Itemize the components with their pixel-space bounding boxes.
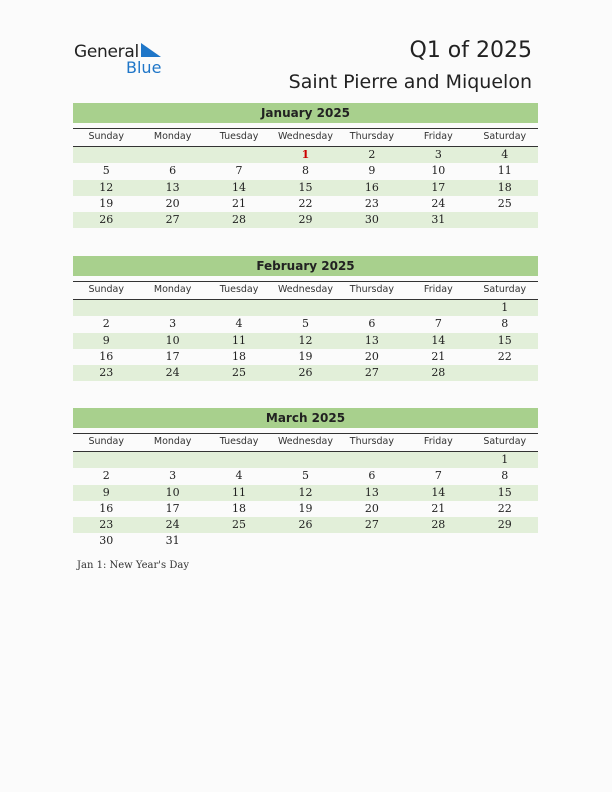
day-cell: 20: [364, 349, 379, 363]
day-cell: 23: [364, 196, 379, 210]
logo-text-general: General: [74, 42, 139, 62]
day-cell: [272, 452, 338, 468]
week-row: [73, 533, 538, 549]
weekday-label: Saturday: [483, 436, 527, 447]
day-cell: 6: [368, 469, 376, 483]
day-cell: 4: [235, 469, 243, 483]
day-cell: 12: [99, 180, 114, 194]
day-cell: [405, 452, 471, 468]
weekday-label: Sunday: [88, 131, 124, 142]
day-cell: 8: [501, 317, 509, 331]
day-cell: 17: [165, 501, 180, 515]
weekday-label: Saturday: [483, 131, 527, 142]
day-cell: [73, 452, 139, 468]
weekday-label: Wednesday: [277, 436, 333, 447]
day-cell: 10: [165, 333, 180, 347]
day-cell: 6: [368, 317, 376, 331]
day-cell: [73, 300, 139, 316]
week-row: [73, 196, 538, 212]
day-cell: 7: [434, 317, 442, 331]
day-cell: [272, 533, 338, 549]
day-cell: [405, 300, 471, 316]
day-cell: 10: [431, 164, 446, 178]
day-cell: 3: [169, 317, 177, 331]
day-cell: [206, 300, 272, 316]
holiday-notes: [77, 560, 189, 571]
weekday-label: Wednesday: [277, 284, 333, 295]
week-row: [73, 180, 538, 196]
day-cell: 26: [298, 518, 313, 532]
weekday-label: Monday: [153, 131, 192, 142]
day-cell: [339, 452, 405, 468]
day-cell: 2: [368, 148, 376, 161]
day-cell: 4: [501, 148, 509, 161]
weekday-label: Tuesday: [219, 284, 259, 295]
weekday-label: Friday: [423, 131, 453, 142]
month-title: February 2025: [73, 256, 538, 276]
day-cell: 31: [165, 534, 180, 548]
page-subtitle: Saint Pierre and Miquelon: [288, 71, 532, 93]
day-cell: 17: [165, 349, 180, 363]
day-cell: 5: [102, 164, 110, 178]
week-row: [73, 147, 538, 163]
week-row: [73, 365, 538, 381]
week-row: [73, 300, 538, 316]
day-cell: 8: [501, 469, 509, 483]
day-cell: 7: [235, 164, 243, 178]
day-cell: 19: [298, 349, 313, 363]
day-cell: 14: [431, 485, 446, 499]
day-cell: 13: [364, 333, 379, 347]
day-cell: 20: [165, 196, 180, 210]
day-cell: 25: [232, 366, 247, 380]
day-cell: [405, 533, 471, 549]
week-row: [73, 501, 538, 517]
day-cell: 27: [165, 213, 180, 227]
day-cell: [73, 147, 139, 163]
weekday-label: Monday: [153, 436, 192, 447]
day-cell: [339, 533, 405, 549]
day-cell: 19: [99, 196, 114, 210]
day-cell: [472, 365, 538, 381]
weekday-label: Tuesday: [219, 131, 259, 142]
weekday-label: Thursday: [349, 436, 394, 447]
day-cell: [339, 300, 405, 316]
weekday-label: Friday: [423, 284, 453, 295]
day-cell: 21: [431, 501, 446, 515]
weekday-header-row: [73, 128, 538, 147]
day-cell: 7: [434, 469, 442, 483]
day-cell: 10: [165, 485, 180, 499]
day-cell: 26: [99, 213, 114, 227]
week-row: [73, 468, 538, 484]
day-cell: 18: [232, 501, 247, 515]
day-cell: 21: [431, 349, 446, 363]
day-cell: [272, 300, 338, 316]
day-cell: 21: [232, 196, 247, 210]
day-cell: 17: [431, 180, 446, 194]
day-cell: 11: [232, 485, 247, 499]
weekday-label: Saturday: [483, 284, 527, 295]
day-cell: [139, 300, 205, 316]
day-cell: 22: [497, 349, 512, 363]
day-cell: 13: [165, 180, 180, 194]
weekday-label: Wednesday: [277, 131, 333, 142]
month-calendar: [73, 256, 538, 381]
logo-text-blue: Blue: [126, 58, 162, 77]
day-cell: [206, 533, 272, 549]
day-cell: 5: [301, 317, 309, 331]
holiday-note: Jan 1: New Year's Day: [77, 560, 189, 571]
weekday-header-row: [73, 281, 538, 300]
week-row: [73, 163, 538, 179]
day-cell: 24: [165, 518, 180, 532]
day-cell: 11: [497, 164, 512, 178]
day-cell: [139, 147, 205, 163]
weekday-label: Friday: [423, 436, 453, 447]
day-cell: 29: [497, 518, 512, 532]
day-cell: 14: [232, 180, 247, 194]
day-cell: 4: [235, 317, 243, 331]
day-cell: [472, 533, 538, 549]
month-calendar: [73, 408, 538, 550]
week-row: [73, 316, 538, 332]
day-cell: [472, 212, 538, 228]
day-cell: 24: [165, 366, 180, 380]
week-row: [73, 212, 538, 228]
day-cell: 2: [102, 317, 110, 331]
day-cell: 25: [232, 518, 247, 532]
day-cell: 19: [298, 501, 313, 515]
holiday-day-cell: 1: [301, 148, 310, 161]
day-cell: 27: [364, 366, 379, 380]
page-title: Q1 of 2025: [409, 38, 532, 63]
day-cell: 25: [497, 196, 512, 210]
day-cell: 22: [497, 501, 512, 515]
day-cell: 31: [431, 213, 446, 227]
day-cell: 29: [298, 213, 313, 227]
day-cell: 5: [301, 469, 309, 483]
weekday-label: Monday: [153, 284, 192, 295]
day-cell: [206, 452, 272, 468]
week-row: [73, 333, 538, 349]
day-cell: 11: [232, 333, 247, 347]
day-cell: 30: [99, 534, 114, 548]
day-cell: 6: [169, 164, 177, 178]
day-cell: 16: [99, 501, 114, 515]
day-cell: 12: [298, 333, 313, 347]
day-cell: 1: [501, 453, 509, 466]
day-cell: 9: [102, 333, 110, 347]
week-row: [73, 452, 538, 468]
day-cell: 28: [232, 213, 247, 227]
day-cell: 18: [497, 180, 512, 194]
day-cell: 28: [431, 518, 446, 532]
day-cell: 15: [497, 485, 512, 499]
generalblue-logo: [74, 42, 174, 78]
day-cell: 30: [364, 213, 379, 227]
weekday-label: Thursday: [349, 131, 394, 142]
day-cell: 23: [99, 366, 114, 380]
day-cell: 16: [364, 180, 379, 194]
day-cell: [206, 147, 272, 163]
day-cell: [139, 452, 205, 468]
day-cell: 27: [364, 518, 379, 532]
day-cell: 18: [232, 349, 247, 363]
day-cell: 12: [298, 485, 313, 499]
weekday-label: Tuesday: [219, 436, 259, 447]
day-cell: 15: [497, 333, 512, 347]
day-cell: 14: [431, 333, 446, 347]
day-cell: 8: [301, 164, 309, 178]
day-cell: 3: [434, 148, 442, 161]
day-cell: 13: [364, 485, 379, 499]
weekday-label: Thursday: [349, 284, 394, 295]
week-row: [73, 485, 538, 501]
day-cell: 16: [99, 349, 114, 363]
day-cell: 22: [298, 196, 313, 210]
month-calendar: [73, 103, 538, 228]
day-cell: 26: [298, 366, 313, 380]
month-title: January 2025: [73, 103, 538, 123]
day-cell: 20: [364, 501, 379, 515]
day-cell: 9: [102, 485, 110, 499]
month-title: March 2025: [73, 408, 538, 428]
day-cell: 23: [99, 518, 114, 532]
day-cell: 3: [169, 469, 177, 483]
day-cell: 15: [298, 180, 313, 194]
day-cell: 2: [102, 469, 110, 483]
day-cell: 1: [501, 301, 509, 314]
weekday-label: Sunday: [88, 436, 124, 447]
day-cell: 9: [368, 164, 376, 178]
week-row: [73, 349, 538, 365]
weekday-label: Sunday: [88, 284, 124, 295]
logo-flag-icon: [141, 43, 163, 59]
day-cell: 28: [431, 366, 446, 380]
week-row: [73, 517, 538, 533]
day-cell: 24: [431, 196, 446, 210]
weekday-header-row: [73, 433, 538, 452]
